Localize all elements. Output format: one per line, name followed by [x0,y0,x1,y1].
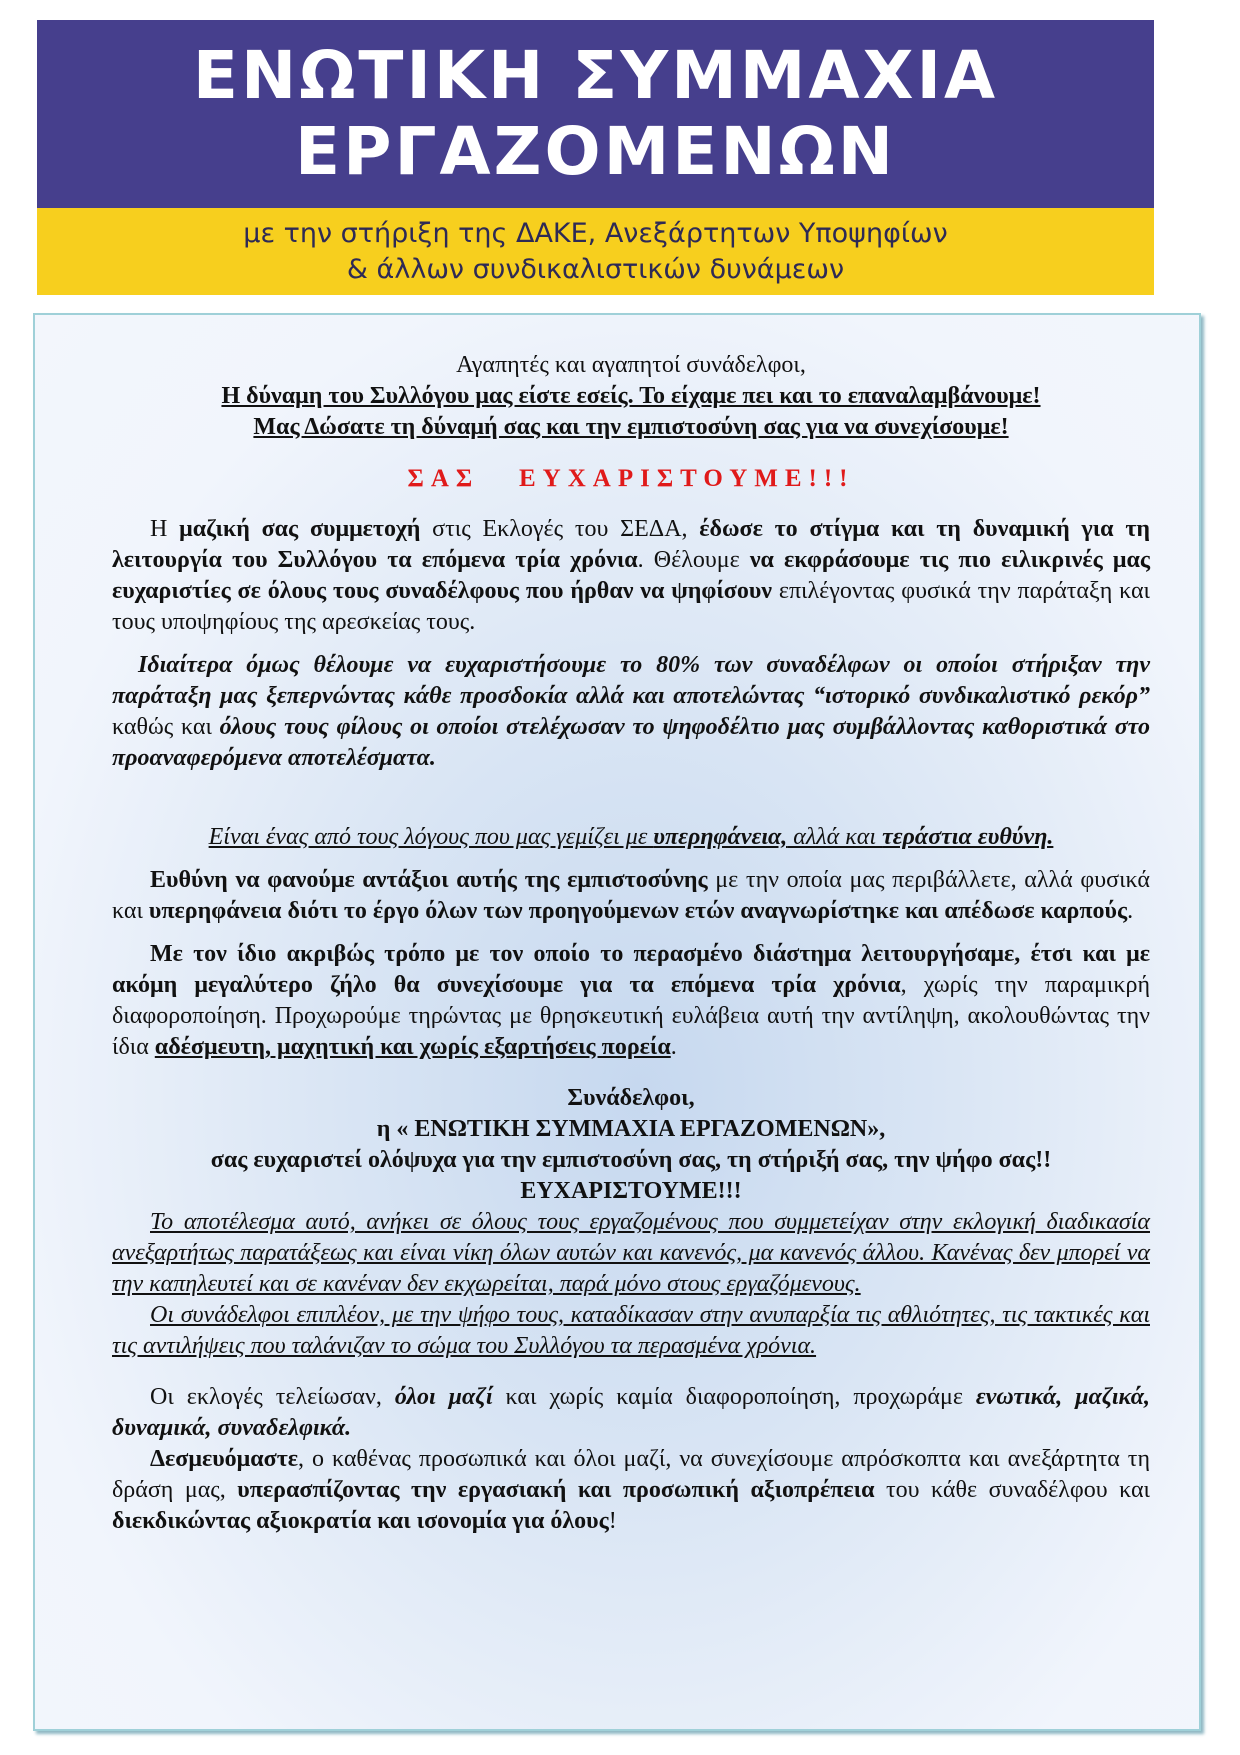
banner-subtitle-line1: με την στήριξη της ΔΑΚΕ, Ανεξάρτητων Υποψηφίων [243,217,948,249]
banner-subtitle-line2: & άλλων συνδικαλιστικών δυνάμεων [346,253,845,285]
closing-colleagues: Συνάδελφοι, [567,1085,695,1111]
paragraph-responsibility: Ευθύνη να φανούμε αντάξιοι αυτής της εμπιστοσύνης με την οποία μας περιβάλλετε, αλλά φυσικά και υπερηφάνεια διότι το έργο όλων των προηγούμενων ετών αναγνωρίστηκε και απέδωσε καρπούς. [112,867,1150,924]
paragraph-participation: Η μαζική σας συμμετοχή στις Εκλογές του ΣΕΔΑ, έδωσε το στίγμα και τη δυναμική για τη λειτουργία του Συλλόγου τα επόμενα τρία χρόνια. Θέλουμε να εκφράσουμε τις πιο ειλικρινές μας ευχαριστίες σε όλους τους συναδέλφους που ήρθαν να ψηφίσουν επιλέγοντας φυσικά την παράταξη και τους υποψηφίους της αρεσκείας τους. [112,516,1151,635]
closing-thank-you: ΕΥΧΑΡΙΣΤΟΥΜΕ!!! [520,1178,742,1204]
paragraph-80-percent: Ιδιαίτερα όμως θέλουμε να ευχαριστήσουμε το 80% των συναδέλφων οι οποίοι στήριξαν την παράταξη μας ξεπερνώντας κάθε προσδοκία αλλά και αποτελώντας “ιστορικό συνδικαλιστικό ρεκόρ” καθώς και όλους τους φίλους οι οποίοι στελέχωσαν το ψηφοδέλτιο μας συμβάλλοντας καθοριστικά στο προαναφερόμενα αποτελέσματα. [112,652,1150,771]
closing-party-name: η « ΕΝΩΤΙΚΗ ΣΥΜΜΑΧΙΑ ΕΡΓΑΖΟΜΕΝΩΝ», [376,1116,886,1142]
paragraph-continue: Με τον ίδιο ακριβώς τρόπο με τον οποίο το περασμένο διάστημα λειτουργήσαμε, έτσι και με ακόμη μεγαλύτερο ζήλο θα συνεχίσουμε για τα επόμενα τρία χρόνια, χωρίς την παραμικρή διαφοροποίηση. Προχωρούμε τηρώντας με θρησκευτική ευλάβεια αυτή την αντίληψη, ακολουθώντας την ίδια αδέσμευτη, μαχητική και χωρίς εξαρτήσεις πορεία. [112,941,1151,1060]
intro-line-2: Μας Δώσατε τη δύναμή σας και την εμπιστοσύνη σας για να συνεχίσουμε! [253,414,1009,440]
letter-body [112,350,1150,1537]
paragraph-commitment: Δεσμευόμαστε, ο καθένας προσωπικά και όλοι μαζί, να συνεχίσουμε απρόσκοπτα και ανεξάρτητα τη δράση μας, υπερασπίζοντας την εργασιακή και προσωπική αξιοπρέπεια του κάθε συναδέλφου και διεκδικώντας αξιοκρατία και ισονομία για όλους! [112,1446,1150,1534]
paragraph-elections-over: Οι εκλογές τελείωσαν, όλοι μαζί και χωρίς καμία διαφοροποίηση, προχωράμε ενωτικά, μαζικά, δυναμικά, συναδελφικά. [112,1384,1151,1441]
paragraph-pride: Είναι ένας από τους λόγους που μας γεμίζει με υπερηφάνεια, αλλά και τεράστια ευθύνη. [208,824,1054,850]
paragraph-result: Το αποτέλεσμα αυτό, ανήκει σε όλους τους εργαζομένους που συμμετείχαν στην εκλογική διαδικασία ανεξαρτήτως παρατάξεως και είναι νίκη όλων αυτών και κανενός, μα κανενός άλλου. Κανένας δεν μπορεί να την καπηλευτεί και σε κανέναν δεν εκχωρείται, παρά μόνο στους εργαζόμενους. [112,1209,1150,1297]
paragraph-colleagues-condemned: Οι συνάδελφοι επιπλέον, με την ψήφο τους, καταδίκασαν στην ανυπαρξία τις αθλιότητες, τις τακτικές και τις αντιλήψεις που ταλάνιζαν το σώμα του Συλλόγου τα περασμένα χρόνια. [112,1302,1150,1359]
thanks-heading: ΣΑΣ ΕΥΧΑΡΙΣΤΟΥΜΕ!!! [407,465,855,492]
intro-line-1: Η δύναμη του Συλλόγου μας είστε εσείς. Το είχαμε πει και το επαναλαμβάνουμε! [221,383,1041,409]
header-banner [37,20,1154,295]
banner-title-block [37,20,1154,208]
greeting: Αγαπητές και αγαπητοί συνάδελφοι, [456,352,806,378]
closing-thanks: σας ευχαριστεί ολόψυχα για την εμπιστοσύνη σας, τη στήριξή σας, την ψήφο σας!! [210,1147,1052,1173]
banner-subtitle-block [37,208,1154,295]
banner-title-line2: ΕΡΓΑΖΟΜΕΝΩΝ [295,113,896,190]
banner-title-line1: ΕΝΩΤΙΚΗ ΣΥΜΜΑΧΙΑ [192,37,999,114]
